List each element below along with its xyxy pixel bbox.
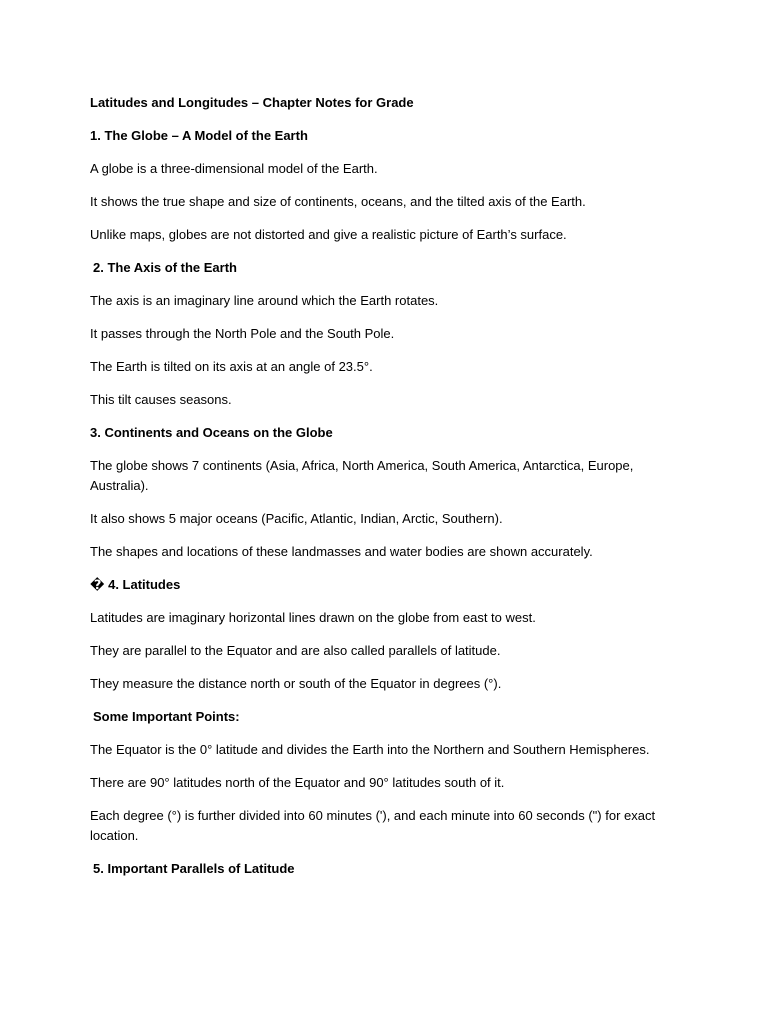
- paragraph: The Equator is the 0° latitude and divides the Earth into the Northern and Southern Hemispheres.: [90, 742, 650, 757]
- section-heading-continents: 3. Continents and Oceans on the Globe: [90, 425, 333, 440]
- section-heading-globe: 1. The Globe – A Model of the Earth: [90, 128, 308, 143]
- paragraph: The shapes and locations of these landmasses and water bodies are shown accurately.: [90, 544, 593, 559]
- paragraph: The Earth is tilted on its axis at an angle of 23.5°.: [90, 359, 373, 374]
- paragraph: A globe is a three-dimensional model of the Earth.: [90, 161, 378, 176]
- document-page: [90, 93, 670, 892]
- section-heading-parallels: 5. Important Parallels of Latitude: [93, 861, 295, 876]
- paragraph: The globe shows 7 continents (Asia, Africa, North America, South America, Antarctica, Europe, Australia).: [90, 458, 634, 493]
- subheading-important-points: Some Important Points:: [93, 709, 240, 724]
- paragraph: The axis is an imaginary line around which the Earth rotates.: [90, 293, 439, 308]
- paragraph: They are parallel to the Equator and are also called parallels of latitude.: [90, 643, 501, 658]
- paragraph: It shows the true shape and size of continents, oceans, and the tilted axis of the Earth.: [90, 194, 586, 209]
- paragraph: Each degree (°) is further divided into 60 minutes ('), and each minute into 60 seconds (") for exact location.: [90, 808, 656, 843]
- paragraph: They measure the distance north or south of the Equator in degrees (°).: [90, 676, 502, 691]
- section-heading-latitudes: � 4. Latitudes: [90, 577, 181, 592]
- paragraph: There are 90° latitudes north of the Equator and 90° latitudes south of it.: [90, 775, 505, 790]
- paragraph: It passes through the North Pole and the South Pole.: [90, 326, 395, 341]
- paragraph: It also shows 5 major oceans (Pacific, Atlantic, Indian, Arctic, Southern).: [90, 511, 503, 526]
- section-heading-axis: 2. The Axis of the Earth: [93, 260, 237, 275]
- document-title: Latitudes and Longitudes – Chapter Notes for Grade: [90, 95, 414, 110]
- paragraph: Latitudes are imaginary horizontal lines drawn on the globe from east to west.: [90, 610, 536, 625]
- paragraph: This tilt causes seasons.: [90, 392, 232, 407]
- paragraph: Unlike maps, globes are not distorted and give a realistic picture of Earth’s surface.: [90, 227, 567, 242]
